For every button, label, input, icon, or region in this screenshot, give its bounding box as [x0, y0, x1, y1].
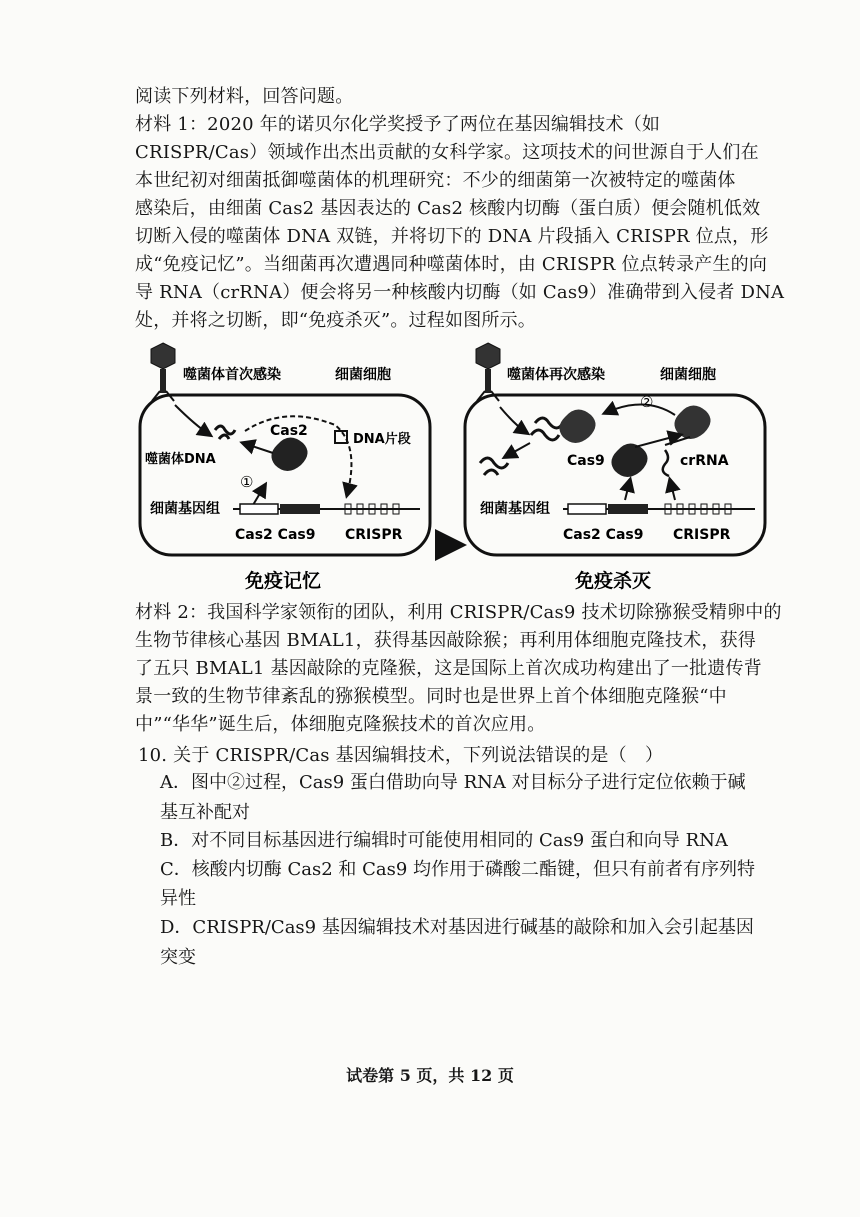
option-d-cont: 突变 [160, 947, 196, 968]
crrna-icon [663, 450, 669, 476]
phage-dna-icon [531, 418, 563, 440]
cas9-complex-icon [559, 409, 595, 443]
option-c-cont: 异性 [160, 888, 196, 909]
question-stem: 10. 关于 CRISPR/Cas 基因编辑技术，下列说法错误的是（ ） [138, 745, 664, 766]
infect-label: 噬菌体首次感染 [183, 367, 281, 383]
right-panel [465, 343, 765, 592]
material-1-line: 本世纪初对细菌抵御噬菌体的机理研究：不少的细菌第一次被特定的噬菌体 [135, 170, 736, 191]
genome-label: 细菌基因组 [480, 501, 550, 517]
option-d: D．CRISPR/Cas9 基因编辑技术对基因进行碱基的敲除和加入会引起基因 [160, 917, 754, 938]
genes-label: Cas2 Cas9 [563, 527, 644, 543]
cas2-label: Cas2 [270, 423, 308, 439]
step-2-label: ② [640, 393, 654, 411]
cas9-crrna-complex-icon [674, 405, 710, 439]
intro-line: 阅读下列材料，回答问题。 [135, 86, 354, 107]
caption-immune-memory: 免疫记忆 [245, 570, 322, 592]
phage-icon [151, 343, 175, 401]
cas2-protein-icon [271, 437, 307, 471]
phage-dna-icon [215, 426, 235, 439]
cell-label: 细菌细胞 [660, 367, 716, 383]
option-c: C．核酸内切酶 Cas2 和 Cas9 均作用于磷酸二酯键，但只有前者有序列特 [160, 859, 756, 880]
crrna-label: crRNA [680, 453, 729, 469]
option-b: B．对不同目标基因进行编辑时可能使用相同的 Cas9 蛋白和向导 RNA [160, 830, 728, 851]
material-2-line: 材料 2：我国科学家领衔的团队，利用 CRISPR/Cas9 技术切除猕猴受精卵中的 [135, 602, 782, 623]
dna-fragment-icon [335, 431, 347, 443]
material-1-line: 材料 1：2020 年的诺贝尔化学奖授予了两位在基因编辑技术（如 [135, 114, 661, 135]
cas9-protein-icon [611, 443, 647, 477]
genome-label: 细菌基因组 [150, 501, 220, 517]
step-1-label: ① [240, 473, 254, 491]
material-2-line: 生物节律核心基因 BMAL1，获得基因敲除猴；再利用体细胞克隆技术，获得 [135, 630, 756, 651]
cut-dna-icon [480, 458, 508, 475]
cell-label: 细菌细胞 [335, 367, 391, 383]
infect-label: 噬菌体再次感染 [507, 367, 605, 383]
dna-fragment-label: DNA片段 [353, 432, 411, 447]
phage-dna-label: 噬菌体DNA [145, 452, 216, 467]
left-panel [140, 343, 430, 592]
material-2-line: 了五只 BMAL1 基因敲除的克隆猴，这是国际上首次成功构建出了一批遗传背 [135, 658, 762, 679]
material-1-line: 感染后，由细菌 Cas2 基因表达的 Cas2 核酸内切酶（蛋白质）便会随机低效 [135, 198, 761, 219]
caption-immune-kill: 免疫杀灭 [575, 570, 652, 592]
page-footer: 试卷第 5 页，共 12 页 [346, 1066, 514, 1085]
crispr-label: CRISPR [345, 527, 403, 543]
material-2-line: 景一致的生物节律紊乱的猕猴模型。同时也是世界上首个体细胞克隆猴“中 [135, 686, 727, 707]
phage-icon [476, 343, 500, 401]
material-1-line: 成“免疫记忆”。当细菌再次遭遇同种噬菌体时，由 CRISPR 位点转录产生的向 [135, 254, 768, 275]
crispr-process-diagram [135, 335, 785, 597]
material-1-line: 切断入侵的噬菌体 DNA 双链，并将切下的 DNA 片段插入 CRISPR 位点，形 [135, 226, 769, 247]
material-1-line: CRISPR/Cas）领域作出杰出贡献的女科学家。这项技术的问世源自于人们在 [135, 142, 759, 163]
genes-label: Cas2 Cas9 [235, 527, 316, 543]
material-1-line: 导 RNA（crRNA）便会将另一种核酸内切酶（如 Cas9）准确带到入侵者 DNA [135, 282, 785, 303]
option-a: A．图中②过程，Cas9 蛋白借助向导 RNA 对目标分子进行定位依赖于碱 [160, 772, 746, 793]
cas9-label: Cas9 [567, 453, 605, 469]
material-2-line: 中”“华华”诞生后，体细胞克隆猴技术的首次应用。 [135, 714, 546, 735]
material-1-line: 处，并将之切断，即“免疫杀灭”。过程如图所示。 [135, 310, 537, 331]
option-a-cont: 基互补配对 [160, 802, 250, 823]
crispr-label: CRISPR [673, 527, 731, 543]
